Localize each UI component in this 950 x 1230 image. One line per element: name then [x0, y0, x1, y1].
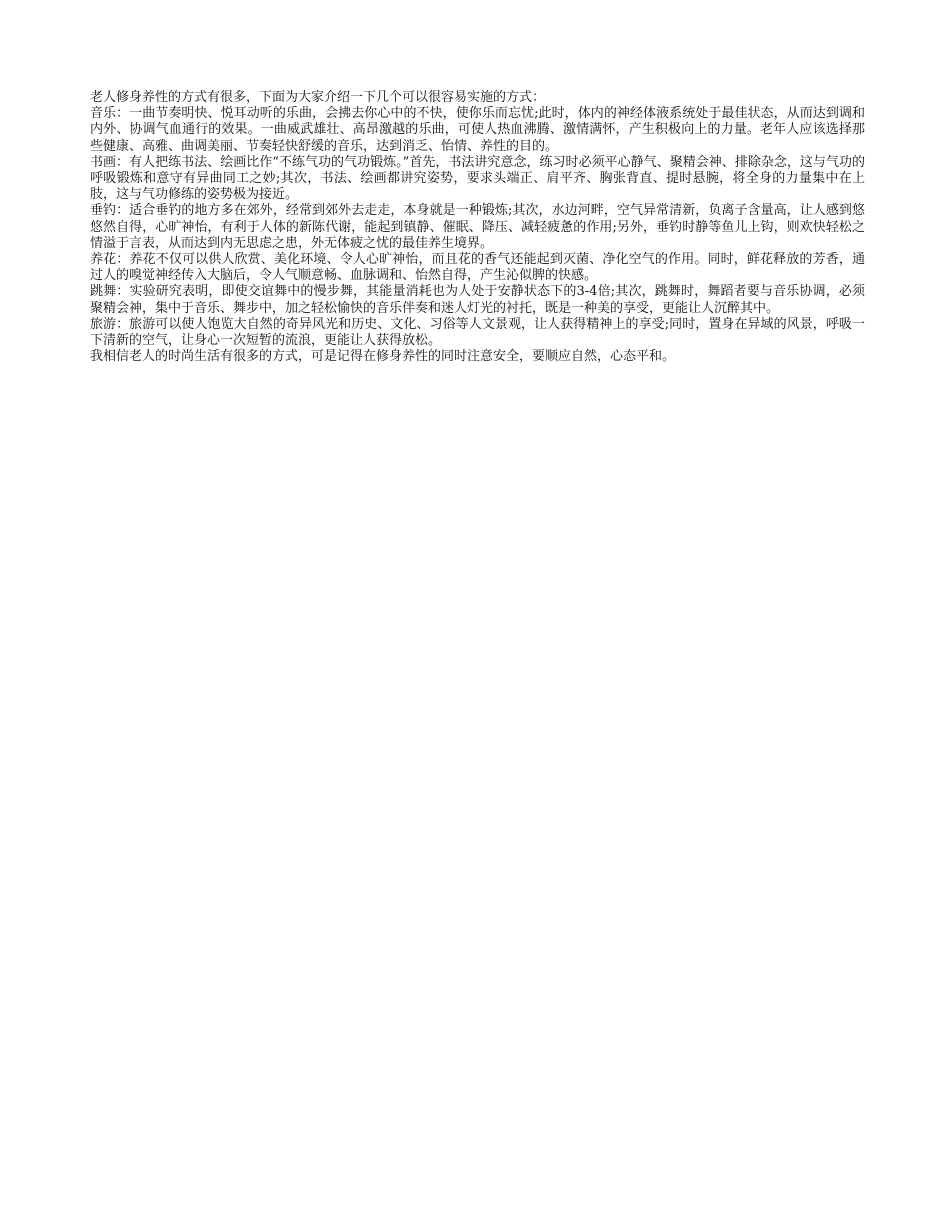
travel-paragraph: 旅游：旅游可以使人饱览大自然的奇异风光和历史、文化、习俗等人文景观，让人获得精神上的享受;同时，置身在异域的风景，呼吸一下清新的空气，让身心一次短暂的流浪，更能让人获得放松。: [90, 316, 865, 349]
music-paragraph: 音乐：一曲节奏明快、悦耳动听的乐曲，会拂去你心中的不快，使你乐而忘忧;此时，体内的神经体液系统处于最佳状态，从而达到调和内外、协调气血通行的效果。一曲威武雄壮、高昂激越的乐曲，可使人热血沸腾、激情满怀，产生积极向上的力量。老年人应该选择那些健康、高雅、曲调美丽、节奏轻快舒缓的音乐，达到消乏、怡情、养性的目的。: [90, 106, 865, 154]
dancing-paragraph: 跳舞：实验研究表明，即使交谊舞中的慢步舞，其能量消耗也为人处于安静状态下的3-4倍;其次，跳舞时，舞蹈者要与音乐协调，必须聚精会神，集中于音乐、舞步中，加之轻松愉快的音乐伴奏和迷人灯光的衬托，既是一种美的享受，更能让人沉醉其中。: [90, 284, 865, 316]
flower-growing-paragraph: 养花：养花不仅可以供人欣赏、美化环境、令人心旷神怡，而且花的香气还能起到灭菌、净化空气的作用。同时，鲜花释放的芳香，通过人的嗅觉神经传入大脑后，令人气顺意畅、血脉调和、怡然自得，产生沁似脾的快感。: [90, 252, 865, 284]
calligraphy-painting-paragraph: 书画：有人把练书法、绘画比作“不练气功的气功锻炼。”首先，书法讲究意念，练习时必须平心静气、聚精会神、排除杂念，这与气功的呼吸锻炼和意守有异曲同工之妙;其次，书法、绘画都讲究姿势，要求头端正、肩平齐、胸张背直、提时悬腕，将全身的力量集中在上肢，这与气功修练的姿势极为接近。: [90, 154, 865, 203]
document-body: [90, 90, 865, 365]
fishing-paragraph: 垂钓：适合垂钓的地方多在郊外，经常到郊外去走走，本身就是一种锻炼;其次，水边河畔，空气异常清新，负离子含量高，让人感到悠悠然自得，心旷神怡，有利于人体的新陈代谢，能起到镇静、催眠、降压、减轻疲惫的作用;另外，垂钓时静等鱼儿上钩，则欢快轻松之情溢于言表，从而达到内无思虑之患，外无体疲之忧的最佳养生境界。: [90, 203, 865, 251]
intro-paragraph: 老人修身养性的方式有很多，下面为大家介绍一下几个可以很容易实施的方式：: [90, 90, 546, 105]
conclusion-paragraph: 我相信老人的时尚生活有很多的方式，可是记得在修身养性的同时注意安全，要顺应自然，心态平和。: [90, 349, 676, 365]
